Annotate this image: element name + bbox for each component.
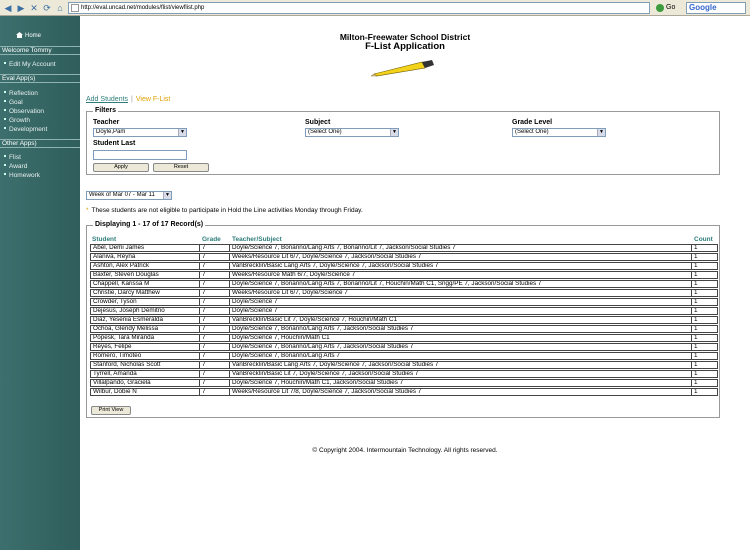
column-header-student: Student — [92, 235, 117, 243]
table-row — [90, 244, 718, 252]
cell-count: 1 — [692, 379, 718, 387]
table-row — [90, 316, 718, 324]
table-row — [90, 280, 718, 288]
sidebar-item-label: Award — [9, 163, 28, 170]
sidebar-item-label: Edit My Account — [9, 61, 56, 68]
cell-count: 1 — [692, 388, 718, 396]
sidebar-item-growth[interactable] — [4, 117, 30, 125]
sidebar-item-label: Homework — [9, 172, 41, 179]
cell-teacher-subject: Doyle/Science 7, Houchin/Math C1, Jackson/Social Studies 7 — [230, 379, 692, 387]
cell-student: Diaz, Yesenia Esmeralda — [90, 316, 200, 324]
sidebar-item-reflection[interactable] — [4, 90, 38, 98]
table-row — [90, 352, 718, 360]
bullet-icon — [4, 118, 6, 120]
cell-student: Ochoa, Glendy Melissa — [90, 325, 200, 333]
teacher-select[interactable] — [93, 128, 187, 137]
cell-teacher-subject: Weeks/Resource Lit 6/7, Doyle/Science 7 — [230, 289, 692, 297]
cell-teacher-subject: Weeks/Resource Lit 7/8, Doyle/Science 7, Jackson/Social Studies 7 — [230, 388, 692, 396]
bullet-icon — [4, 173, 6, 175]
browser-toolbar — [0, 0, 750, 16]
cell-count: 1 — [692, 253, 718, 261]
table-row — [90, 343, 718, 351]
bullet-icon — [4, 91, 6, 93]
cell-count: 1 — [692, 325, 718, 333]
eligibility-note — [86, 207, 363, 214]
cell-grade: 7 — [200, 352, 230, 360]
pencil-icon — [370, 59, 442, 77]
eligibility-note-text: These students are not eligible to participate in Hold the Line activities Monday through Friday. — [91, 207, 363, 214]
filters-legend: Filters — [95, 107, 117, 114]
sidebar-item-label: Growth — [9, 117, 30, 124]
grade-level-label: Grade Level — [512, 119, 553, 126]
table-row — [90, 307, 718, 315]
cell-teacher-subject: Doyle/Science 7, Bonanno/Lang Arts 7 — [230, 352, 692, 360]
sidebar-item-goal[interactable] — [4, 99, 23, 107]
eval-apps-header: Eval App(s) — [0, 74, 80, 83]
cell-student: Tyrrell, Amanda — [90, 370, 200, 378]
subject-label: Subject — [305, 119, 331, 126]
bullet-icon — [4, 164, 6, 166]
sidebar-item-award[interactable] — [4, 163, 27, 171]
cell-student: Chappell, Karissa M — [90, 280, 200, 288]
forward-icon[interactable]: ▶ — [17, 3, 25, 13]
reset-button[interactable]: Reset — [153, 163, 209, 172]
cell-grade: 7 — [200, 316, 230, 324]
column-header-grade: Grade — [202, 235, 221, 243]
grade-level-select[interactable] — [512, 128, 606, 137]
sidebar-item-flist[interactable] — [4, 154, 21, 162]
filters-panel — [86, 107, 720, 175]
flist-table — [90, 234, 718, 397]
table-header-row — [90, 235, 718, 243]
cell-count: 1 — [692, 280, 718, 288]
cell-grade: 7 — [200, 298, 230, 306]
cell-grade: 7 — [200, 388, 230, 396]
cell-count: 1 — [692, 316, 718, 324]
table-row — [90, 298, 718, 306]
cell-grade: 7 — [200, 289, 230, 297]
go-button[interactable] — [656, 2, 682, 14]
sidebar-item-label: Development — [9, 126, 48, 133]
welcome-header: Welcome Tommy — [0, 46, 80, 55]
cell-student: Crowder, Tyson — [90, 298, 200, 306]
table-row — [90, 361, 718, 369]
subject-select-value: (Select One) — [308, 129, 342, 135]
cell-count: 1 — [692, 352, 718, 360]
week-select[interactable] — [86, 191, 172, 200]
sidebar-item-observation[interactable] — [4, 108, 44, 116]
bullet-icon — [4, 155, 6, 157]
cell-count: 1 — [692, 370, 718, 378]
bullet-icon — [4, 100, 6, 102]
subject-select[interactable] — [305, 128, 399, 137]
cell-grade: 7 — [200, 334, 230, 342]
nav-links — [86, 96, 170, 103]
cell-count: 1 — [692, 343, 718, 351]
cell-teacher-subject: Doyle/Science 7 — [230, 307, 692, 315]
table-row — [90, 370, 718, 378]
nav-separator: | — [131, 96, 133, 103]
home-label: Home — [25, 33, 42, 39]
student-last-label: Student Last — [93, 140, 136, 147]
cell-student: Reyes, Felipe — [90, 343, 200, 351]
chevron-down-icon: ▼ — [597, 129, 605, 136]
results-legend: Displaying 1 - 17 of 17 Record(s) — [95, 221, 204, 228]
cell-student: Dejesus, Joseph Demitrio — [90, 307, 200, 315]
cell-student: Popesk, Tara Miranda — [90, 334, 200, 342]
sidebar-item-label: Observation — [9, 108, 45, 115]
sidebar-item-label: Flist — [9, 154, 21, 161]
teacher-select-value: Doyle,Pam — [96, 129, 126, 135]
view-flist-link[interactable]: View F-List — [135, 96, 171, 103]
cell-count: 1 — [692, 262, 718, 270]
cell-grade: 7 — [200, 325, 230, 333]
sidebar-item-edit-account[interactable] — [4, 61, 56, 69]
teacher-label: Teacher — [93, 119, 120, 126]
cell-teacher-subject: VanBrecklin/Basic Lit 7, Doyle/Science 7, Jackson/Social Studies 7 — [230, 370, 692, 378]
cell-grade: 7 — [200, 271, 230, 279]
google-logo: Google — [689, 3, 717, 12]
go-label: Go — [666, 4, 676, 11]
add-students-link[interactable]: Add Students — [86, 96, 129, 103]
stop-icon[interactable]: ✕ — [30, 3, 38, 13]
sidebar-item-development[interactable] — [4, 126, 47, 134]
week-select-value: Week of Mar 07 - Mar 11 — [89, 192, 155, 198]
cell-count: 1 — [692, 361, 718, 369]
table-row — [90, 271, 718, 279]
table-row — [90, 253, 718, 261]
cell-teacher-subject: Doyle/Science 7, Bonanno/Lang Arts 7, Bonanno/Lit 7, Jackson/Social Studies 7 — [230, 244, 692, 252]
cell-student: Wilbur, Dobie N — [90, 388, 200, 396]
refresh-icon[interactable]: ⟳ — [43, 3, 51, 13]
results-panel — [86, 221, 720, 418]
cell-grade: 7 — [200, 307, 230, 315]
cell-count: 1 — [692, 334, 718, 342]
cell-teacher-subject: Doyle/Science 7, Bonanno/Lang Arts 7, Jackson/Social Studies 7 — [230, 343, 692, 351]
cell-student: Villalpando, Graciela — [90, 379, 200, 387]
table-row — [90, 262, 718, 270]
cell-student: Stanford, Nicholas Scott — [90, 361, 200, 369]
cell-student: Ashton, Alex Patrick — [90, 262, 200, 270]
print-view-button[interactable]: Print View — [91, 406, 131, 415]
cell-teacher-subject: Doyle/Science 7, Houchin/Math C1 — [230, 334, 692, 342]
address-url: http://eval.uncad.net/modules/flist/viewflist.php — [81, 5, 205, 11]
cell-teacher-subject: VanBrecklin/Basic Lit 7, Doyle/Science 7, Houchin/Math C1 — [230, 316, 692, 324]
cell-teacher-subject: Weeks/Resource Math 6/7, Doyle/Science 7 — [230, 271, 692, 279]
cell-teacher-subject: VanBrecklin/Basic Lang Arts 7, Doyle/Science 7, Jackson/Social Studies 7 — [230, 361, 692, 369]
cell-count: 1 — [692, 271, 718, 279]
sidebar — [0, 16, 80, 550]
cell-student: Romero, Timoteo — [90, 352, 200, 360]
home-icon — [16, 32, 23, 38]
cell-teacher-subject: VanBrecklin/Basic Lang Arts 7, Doyle/Science 7, Jackson/Social Studies 7 — [230, 262, 692, 270]
page-icon — [71, 4, 79, 12]
cell-teacher-subject: Weeks/Resource Lit 6/7, Doyle/Science 7, Jackson/Social Studies 7 — [230, 253, 692, 261]
district-name: Milton-Freewater School District — [339, 32, 471, 42]
cell-teacher-subject: Doyle/Science 7, Bonanno/Lang Arts 7, Jackson/Social Studies 7 — [230, 325, 692, 333]
table-row — [90, 388, 718, 396]
go-arrow-icon — [656, 4, 664, 12]
cell-grade: 7 — [200, 262, 230, 270]
cell-student: Baxter, Steven Douglas — [90, 271, 200, 279]
student-last-input[interactable] — [93, 150, 187, 160]
column-header-count: Count — [694, 235, 713, 243]
chevron-down-icon: ▼ — [163, 192, 171, 199]
apply-button[interactable]: Apply — [93, 163, 149, 172]
cell-grade: 7 — [200, 253, 230, 261]
chevron-down-icon: ▼ — [390, 129, 398, 136]
cell-grade: 7 — [200, 370, 230, 378]
column-header-teacher-subject: Teacher/Subject — [232, 235, 282, 243]
sidebar-home-link[interactable] — [16, 32, 41, 39]
home-browser-icon[interactable]: ⌂ — [57, 3, 63, 13]
table-row — [90, 325, 718, 333]
cell-student: Alaniva, Reyna — [90, 253, 200, 261]
cell-student: Abel, Demi James — [90, 244, 200, 252]
bullet-icon — [4, 62, 6, 64]
sidebar-item-homework[interactable] — [4, 172, 40, 180]
cell-count: 1 — [692, 298, 718, 306]
cell-teacher-subject: Doyle/Science 7, Bonanno/Lang Arts 7, Bonanno/Lit 7, Houchin/Math C1, Sngg/PE 7, Jackson/Social Studies 7 — [230, 280, 692, 288]
bullet-icon — [4, 127, 6, 129]
other-apps-header: Other Apps) — [0, 139, 80, 148]
google-search-box[interactable] — [686, 2, 746, 14]
cell-grade: 7 — [200, 244, 230, 252]
address-bar[interactable] — [68, 2, 650, 14]
cell-student: Christie, Darcy Matthew — [90, 289, 200, 297]
sidebar-item-label: Reflection — [9, 90, 38, 97]
cell-grade: 7 — [200, 343, 230, 351]
back-icon[interactable]: ◀ — [4, 3, 12, 13]
table-row — [90, 379, 718, 387]
cell-count: 1 — [692, 289, 718, 297]
cell-count: 1 — [692, 244, 718, 252]
table-row — [90, 289, 718, 297]
copyright-footer: © Copyright 2004. Intermountain Technology. All rights reserved. — [312, 447, 498, 454]
cell-grade: 7 — [200, 379, 230, 387]
cell-grade: 7 — [200, 361, 230, 369]
cell-count: 1 — [692, 307, 718, 315]
cell-grade: 7 — [200, 280, 230, 288]
cell-teacher-subject: Doyle/Science 7 — [230, 298, 692, 306]
chevron-down-icon: ▼ — [178, 129, 186, 136]
bullet-icon — [4, 109, 6, 111]
page-title: F-List Application — [365, 41, 445, 52]
grade-level-select-value: (Select One) — [515, 129, 549, 135]
sidebar-item-label: Goal — [9, 99, 23, 106]
table-row — [90, 334, 718, 342]
asterisk-icon: * — [86, 207, 89, 214]
